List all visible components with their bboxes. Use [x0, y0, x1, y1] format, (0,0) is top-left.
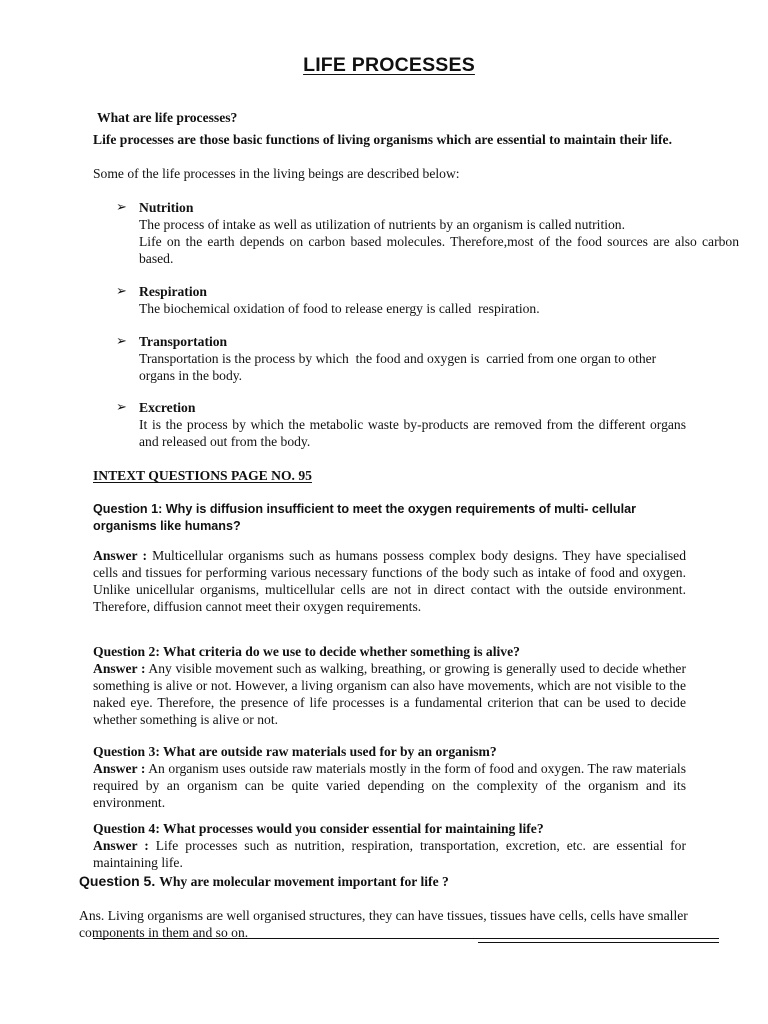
question-label: Question 5.: [79, 873, 156, 889]
question-heading: Question 2: What criteria do we use to decide whether something is alive?: [93, 644, 520, 659]
question-heading: Question 3: What are outside raw materials used for by an organism?: [93, 744, 497, 759]
question-heading: [79, 873, 449, 891]
process-line: Transportation is the process by which the food and oxygen is carried from one organ to other organs in the body.: [139, 351, 660, 383]
question-heading: Question 4: What processes would you consider essential for maintaining life?: [93, 821, 544, 836]
process-name: Excretion: [139, 400, 196, 415]
arrow-bullet-icon: ➢: [116, 333, 127, 348]
section-heading: INTEXT QUESTIONS PAGE NO. 95: [93, 468, 312, 483]
answer-label: Answer :: [93, 548, 147, 563]
answer-text: [93, 660, 686, 728]
arrow-bullet-icon: ➢: [116, 399, 127, 414]
process-line: Life on the earth depends on carbon based molecules. Therefore,most of the food sources are also carbon based.: [139, 234, 739, 266]
answer-text: [93, 547, 686, 615]
divider: [93, 938, 719, 939]
process-line: The process of intake as well as utilization of nutrients by an organism is called nutrition.: [139, 217, 625, 232]
answer-body: Any visible movement such as walking, breathing, or growing is generally used to decide whether something is alive or not. However, a living organism can also have movements, which are not visible to the naked eye. Therefore, the presence of life processes is a fundamental criterion that can be used to decide whether something is alive or not.: [93, 661, 686, 727]
process-line: The biochemical oxidation of food to release energy is called respiration.: [139, 301, 540, 316]
divider: [478, 942, 719, 943]
process-name: Nutrition: [139, 200, 194, 215]
answer-label: Answer :: [93, 661, 146, 676]
question-text: Why are molecular movement important for life ?: [159, 874, 449, 889]
answer-body: Life processes such as nutrition, respiration, transportation, excretion, etc. are essential for maintaining life.: [93, 838, 686, 870]
intro-question: What are life processes?: [97, 110, 238, 125]
answer-text: [79, 907, 731, 941]
intro-lead: Some of the life processes in the living beings are described below:: [93, 166, 460, 181]
process-name: Transportation: [139, 334, 228, 349]
answer-label: Answer :: [93, 761, 146, 776]
page-title: LIFE PROCESSES: [303, 54, 475, 76]
question-heading: Question 1: Why is diffusion insufficient to meet the oxygen requirements of multi- cellular organisms like humans?: [93, 502, 636, 533]
answer-text: [93, 760, 686, 811]
arrow-bullet-icon: ➢: [116, 199, 127, 214]
process-line: It is the process by which the metabolic waste by-products are removed from the different organs and released out from the body.: [139, 417, 686, 449]
answer-body: An organism uses outside raw materials mostly in the form of food and oxygen. The raw materials required by an organism can be quite varied depending on the complexity of the organism and its environment.: [93, 761, 687, 810]
arrow-bullet-icon: ➢: [116, 283, 127, 298]
intro-definition: Life processes are those basic functions of living organisms which are essential to maintain their life.: [93, 132, 672, 147]
answer-body: Ans. Living organisms are well organised structures, they can have tissues, tissues have cells, cells have smaller components in them and so on.: [79, 908, 688, 940]
answer-body: Multicellular organisms such as humans possess complex body designs. They have specialised cells and tissues for performing various necessary functions of the body such as intake of food and oxygen. Unlike unicellular organisms, multicellular cells are not in direct contact with the outside environment. Therefore, diffusion cannot meet their oxygen requirements.: [93, 548, 687, 614]
answer-text: [93, 837, 686, 871]
answer-label: Answer :: [93, 838, 149, 853]
process-name: Respiration: [139, 284, 207, 299]
